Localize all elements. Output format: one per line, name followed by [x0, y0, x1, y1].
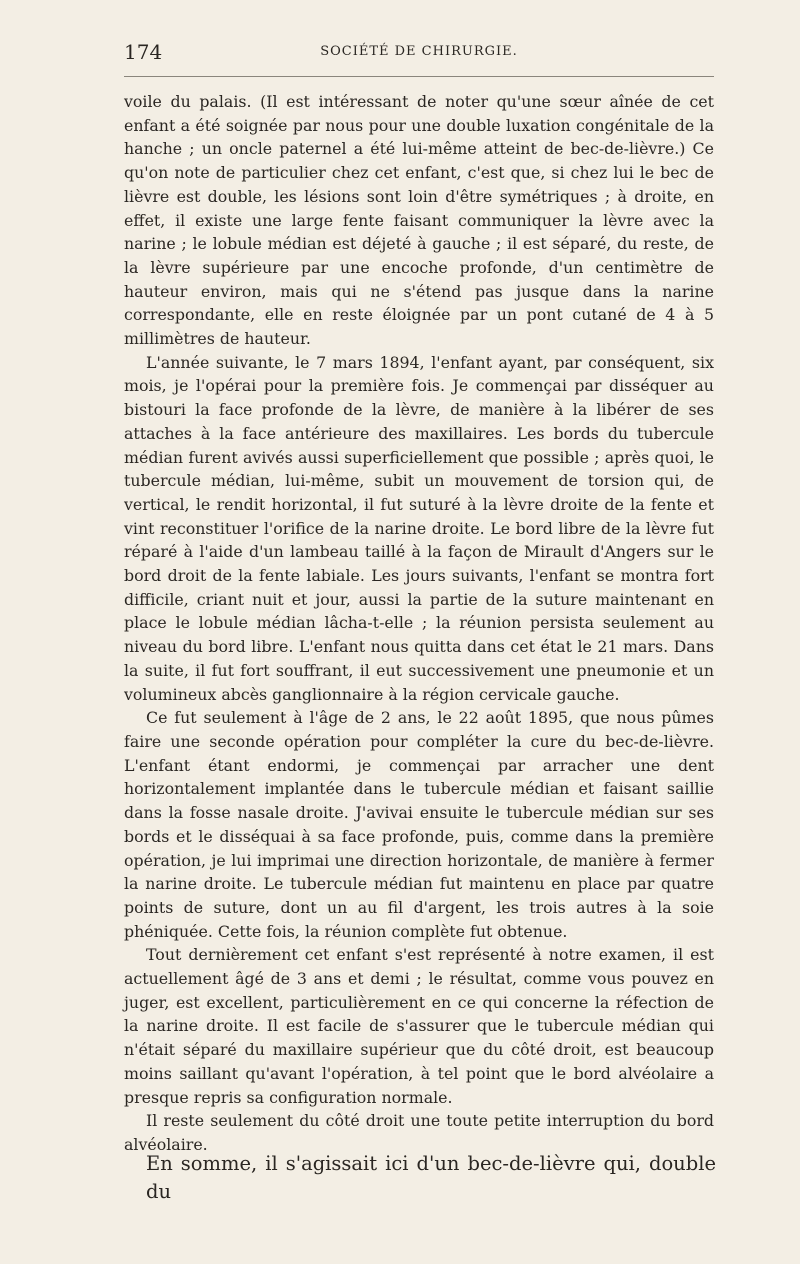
paragraph: Ce fut seulement à l'âge de 2 ans, le 22 août 1895, que nous pûmes faire une seconde opération pour compléter la cure du bec-de-lièvre. L'enfant étant endormi, je commençai par arracher une dent horizontalement implantée dans le tubercule médian et faisant saillie dans la fosse nasale droite. J'avivai ensuite le tubercule médian sur ses bords et le disséquai à sa face profonde, puis, comme dans la première opération, je lui imprimai une direction horizontale, de manière à fermer la narine droite. Le tubercule médian fut maintenu en place par quatre points de suture, dont un au fil d'argent, les trois autres à la soie phéniquée. Cette fois, la réunion complète fut obtenue.	[124, 708, 714, 941]
closing-line: En somme, il s'agissait ici d'un bec-de-lièvre qui, double du	[146, 1152, 716, 1203]
paragraph: voile du palais. (Il est intéressant de noter qu'une sœur aînée de cet enfant a été soignée par nous pour une double luxation congénitale de la hanche ; un oncle paternel a été lui-même atteint de bec-de-lièvre.) Ce qu'on note de particulier chez cet enfant, c'est que, si chez lui le bec de lièvre est double, les lésions sont loin d'être symétriques ; à droite, en effet, il existe une large fente faisant communiquer la lèvre avec la narine ; le lobule médian est déjeté à gauche ; il est séparé, du reste, de la lèvre supérieure par une encoche profonde, d'un centimètre de hauteur environ, mais qui ne s'étend pas jusque dans la narine correspondante, elle en reste éloignée par un pont cutané de 4 à 5 millimètres de hauteur.	[124, 92, 714, 349]
paragraph: Il reste seulement du côté droit une toute petite interruption du bord alvéolaire.	[124, 1111, 714, 1154]
running-title: SOCIÉTÉ DE CHIRURGIE.	[320, 44, 518, 59]
paragraph: L'année suivante, le 7 mars 1894, l'enfant ayant, par conséquent, six mois, je l'opérai pour la première fois. Je commençai par disséquer au bistouri la face profonde de la lèvre, de manière à la libérer de ses attaches à la face antérieure des maxillaires. Les bords du tubercule médian furent avivés aussi superficiellement que possible ; après quoi, le tubercule médian, lui-même, subit un mouvement de torsion qui, de vertical, le rendit horizontal, il fut suturé à la lèvre droite de la fente et vint reconstituer l'orifice de la narine droite. Le bord libre de la lèvre fut réparé à l'aide d'un lambeau taillé à la façon de Mirault d'Angers sur le bord droit de la fente labiale. Les jours suivants, l'enfant se montra fort difficile, criant nuit et jour, aussi la partie de la suture maintenant en place le lobule médian lâcha-t-elle ; la réunion persista seulement au niveau du bord libre. L'enfant nous quitta dans cet état le 21 mars. Dans la suite, il fut fort souffrant, il eut successivement une pneumonie et un volumineux abcès ganglionnaire à la région cervicale gauche.	[124, 352, 714, 704]
body-text	[124, 90, 714, 1157]
page-number: 174	[124, 40, 163, 64]
header-rule	[124, 76, 714, 77]
paragraph: Tout dernièrement cet enfant s'est représenté à notre examen, il est actuellement âgé de 3 ans et demi ; le résultat, comme vous pouvez en juger, est excellent, particulièrement en ce qui concerne la réfection de la narine droite. Il est facile de s'assurer que le tubercule médian qui n'était séparé du maxillaire supérieur que du côté droit, est beaucoup moins saillant qu'avant l'opération, à tel point que le bord alvéolaire a presque repris sa configuration normale.	[124, 945, 714, 1107]
page-header	[124, 40, 714, 70]
